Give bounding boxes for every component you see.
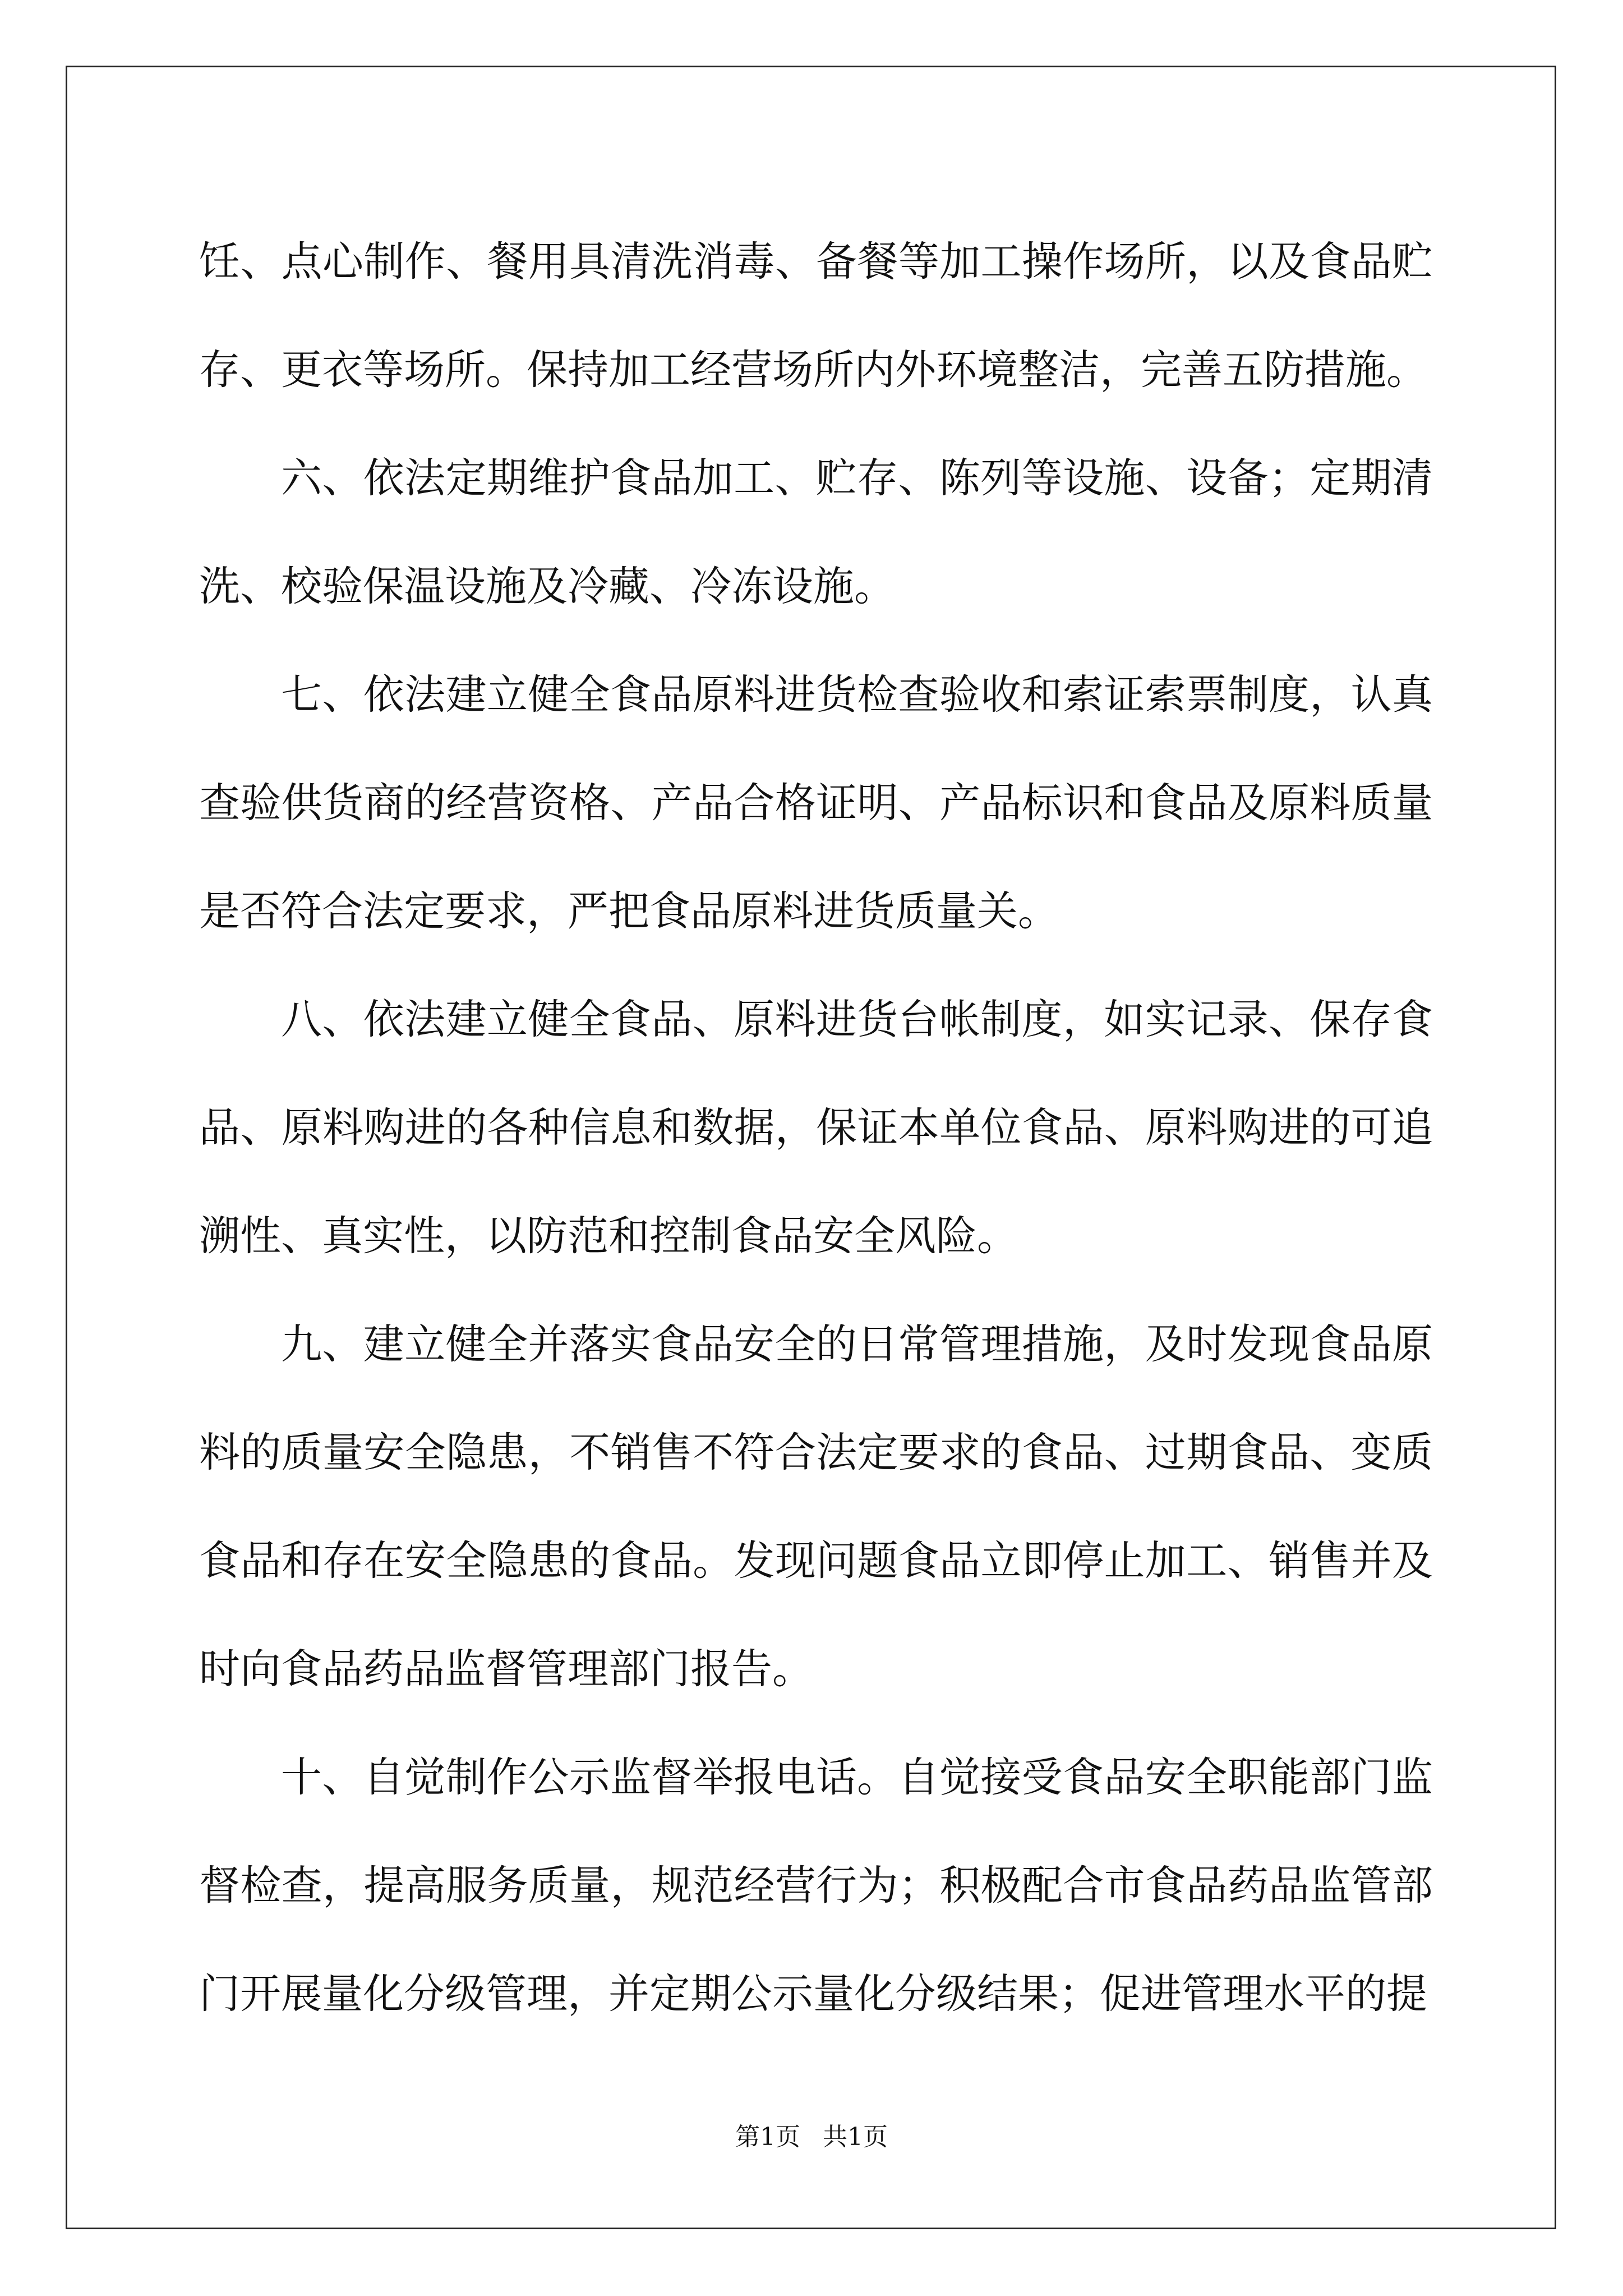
line: 饪、点心制作、餐用具清洗消毒、备餐等加工操作场所，以及食品贮 (199, 238, 1433, 286)
page-total: 共1页 (823, 2123, 888, 2151)
line: 九、建立健全并落实食品安全的日常管理措施，及时发现食品原 (281, 1320, 1433, 1368)
page-footer (0, 2120, 1623, 2154)
line: 品、原料购进的各种信息和数据，保证本单位食品、原料购进的可追 (199, 1104, 1433, 1152)
line: 存、更衣等场所。保持加工经营场所内外环境整洁，完善五防措施。 (199, 346, 1427, 394)
paragraph-item-6 (199, 424, 1433, 641)
paragraph-item-7 (199, 641, 1433, 965)
line: 时向食品药品监督管理部门报告。 (199, 1645, 813, 1693)
line: 八、依法建立健全食品、原料进货台帐制度，如实记录、保存食 (281, 996, 1433, 1043)
line: 溯性、真实性，以防范和控制食品安全风险。 (199, 1212, 1018, 1260)
paragraph-item-8 (199, 965, 1433, 1290)
paragraph-item-9 (199, 1290, 1433, 1723)
line: 料的质量安全隐患，不销售不符合法定要求的食品、过期食品、变质 (199, 1429, 1433, 1476)
line: 督检查，提高服务质量，规范经营行为；积极配合市食品药品监管部 (199, 1862, 1433, 1910)
paragraph-item-10 (199, 1723, 1433, 2048)
document-body (199, 208, 1433, 2048)
page-number: 第1页 (735, 2123, 800, 2151)
line: 门开展量化分级管理，并定期公示量化分级结果；促进管理水平的提 (199, 1970, 1427, 2018)
paragraph-continued (199, 208, 1433, 424)
line: 洗、校验保温设施及冷藏、冷冻设施。 (199, 563, 895, 610)
line: 查验供货商的经营资格、产品合格证明、产品标识和食品及原料质量 (199, 779, 1433, 827)
line: 食品和存在安全隐患的食品。发现问题食品立即停止加工、销售并及 (199, 1537, 1433, 1585)
line: 是否符合法定要求，严把食品原料进货质量关。 (199, 887, 1059, 935)
line: 七、依法建立健全食品原料进货检查验收和索证索票制度，认真 (281, 671, 1433, 719)
line: 六、依法定期维护食品加工、贮存、陈列等设施、设备；定期清 (281, 454, 1433, 502)
line: 十、自觉制作公示监督举报电话。自觉接受食品安全职能部门监 (281, 1754, 1433, 1801)
